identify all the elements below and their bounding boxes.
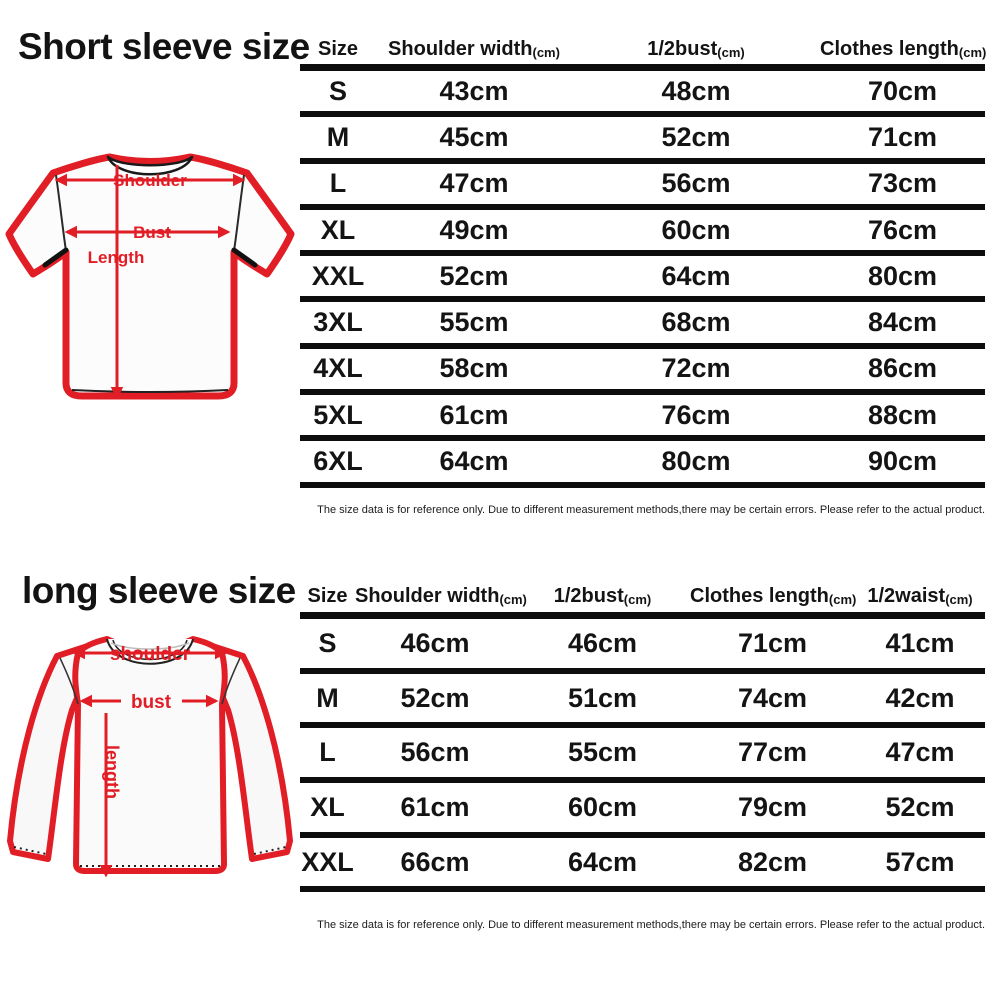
value-cell: 52cm xyxy=(400,682,470,713)
column-header: Shoulder width(cm) xyxy=(355,585,527,607)
value-cell: 42cm xyxy=(885,682,955,713)
size-cell: M xyxy=(326,121,350,152)
table-row xyxy=(300,256,985,302)
table-row xyxy=(300,619,985,674)
value-cell: 79cm xyxy=(737,791,808,822)
value-cell: 60cm xyxy=(567,791,638,822)
value-cell: 86cm xyxy=(867,353,938,384)
size-cell: 5XL xyxy=(313,399,363,430)
column-header: Shoulder width(cm) xyxy=(388,38,560,60)
short-sleeve-diagram xyxy=(0,133,300,433)
value-cell: 58cm xyxy=(439,353,509,384)
value-cell: 46cm xyxy=(400,627,470,658)
value-cell: 68cm xyxy=(661,307,731,338)
table-row xyxy=(300,349,985,395)
table-row xyxy=(300,117,985,163)
value-cell: 80cm xyxy=(867,260,938,291)
value-cell: 52cm xyxy=(439,260,509,291)
size-cell: 3XL xyxy=(313,307,363,338)
long-table-disclaimer: The size data is for reference only. Due to different measurement methods,there may be certain errors. Please refer to the actual product. xyxy=(317,919,985,931)
size-cell: XXL xyxy=(301,846,354,877)
size-cell: XXL xyxy=(311,260,365,291)
table-row xyxy=(300,210,985,256)
length-label: length xyxy=(102,745,122,799)
value-cell: 48cm xyxy=(661,75,731,106)
value-cell: 49cm xyxy=(439,214,509,245)
long-table-header xyxy=(300,583,985,619)
value-cell: 82cm xyxy=(737,846,808,877)
value-cell: 56cm xyxy=(661,168,731,199)
short-table-header xyxy=(300,38,985,71)
value-cell: 76cm xyxy=(867,214,938,245)
short-sleeve-size-table xyxy=(300,38,985,488)
short-sleeve-tshirt-illustration xyxy=(0,133,300,428)
column-header: Clothes length(cm) xyxy=(690,585,857,607)
size-cell: S xyxy=(328,75,347,106)
table-row xyxy=(300,164,985,210)
body-outline xyxy=(75,639,224,871)
column-header: Size xyxy=(317,38,359,60)
value-cell: 57cm xyxy=(885,846,955,877)
value-cell: 52cm xyxy=(885,791,955,822)
value-cell: 73cm xyxy=(867,168,938,199)
table-row xyxy=(300,674,985,729)
column-header: 1/2bust(cm) xyxy=(647,38,745,60)
long-sleeve-size-table xyxy=(300,583,985,892)
column-header: Size xyxy=(307,585,348,607)
table-row xyxy=(300,838,985,893)
value-cell: 76cm xyxy=(661,399,731,430)
value-cell: 80cm xyxy=(661,446,731,477)
value-cell: 66cm xyxy=(400,846,470,877)
short-table-disclaimer: The size data is for reference only. Due to different measurement methods,there may be certain errors. Please refer to the actual product. xyxy=(317,504,985,516)
value-cell: 77cm xyxy=(737,737,808,768)
value-cell: 41cm xyxy=(885,627,955,658)
value-cell: 51cm xyxy=(567,682,638,713)
size-cell: XL xyxy=(320,214,356,245)
bust-label: Bust xyxy=(133,223,171,242)
value-cell: 43cm xyxy=(439,75,509,106)
long-sleeve-diagram xyxy=(0,620,300,935)
table-row xyxy=(300,728,985,783)
value-cell: 90cm xyxy=(867,446,938,477)
value-cell: 70cm xyxy=(867,75,938,106)
size-cell: 6XL xyxy=(313,446,363,477)
size-cell: L xyxy=(319,737,336,768)
table-row xyxy=(300,302,985,348)
value-cell: 64cm xyxy=(567,846,638,877)
shoulder-label: shoulder xyxy=(109,644,191,665)
value-cell: 47cm xyxy=(885,737,955,768)
value-cell: 74cm xyxy=(737,682,808,713)
value-cell: 55cm xyxy=(567,737,638,768)
column-header: Clothes length(cm) xyxy=(820,38,987,60)
long-sleeve-title: long sleeve size xyxy=(22,570,296,611)
value-cell: 46cm xyxy=(567,627,638,658)
value-cell: 45cm xyxy=(439,121,509,152)
size-cell: 4XL xyxy=(313,353,363,384)
value-cell: 60cm xyxy=(661,214,731,245)
size-cell: XL xyxy=(310,791,345,822)
value-cell: 55cm xyxy=(439,307,509,338)
shoulder-label: Shoulder xyxy=(113,171,187,190)
size-cell: M xyxy=(316,682,339,713)
value-cell: 64cm xyxy=(661,260,731,291)
table-row xyxy=(300,395,985,441)
length-label: Length xyxy=(87,248,145,267)
size-cell: S xyxy=(318,627,337,658)
value-cell: 56cm xyxy=(400,737,470,768)
value-cell: 64cm xyxy=(439,446,509,477)
value-cell: 88cm xyxy=(867,399,938,430)
value-cell: 71cm xyxy=(737,627,808,658)
value-cell: 71cm xyxy=(867,121,938,152)
value-cell: 72cm xyxy=(661,353,731,384)
value-cell: 52cm xyxy=(661,121,731,152)
tshirt-outline xyxy=(9,157,291,396)
long-sleeve-tshirt-illustration xyxy=(0,620,300,930)
value-cell: 61cm xyxy=(439,399,509,430)
table-row xyxy=(300,783,985,838)
value-cell: 84cm xyxy=(867,307,938,338)
short-sleeve-title: Short sleeve size xyxy=(18,26,310,67)
column-header: 1/2waist(cm) xyxy=(867,585,973,607)
table-row xyxy=(300,71,985,117)
column-header: 1/2bust(cm) xyxy=(553,585,652,607)
value-cell: 61cm xyxy=(400,791,470,822)
value-cell: 47cm xyxy=(439,168,509,199)
size-cell: L xyxy=(329,168,347,199)
table-row xyxy=(300,441,985,487)
bust-label: bust xyxy=(130,692,172,713)
